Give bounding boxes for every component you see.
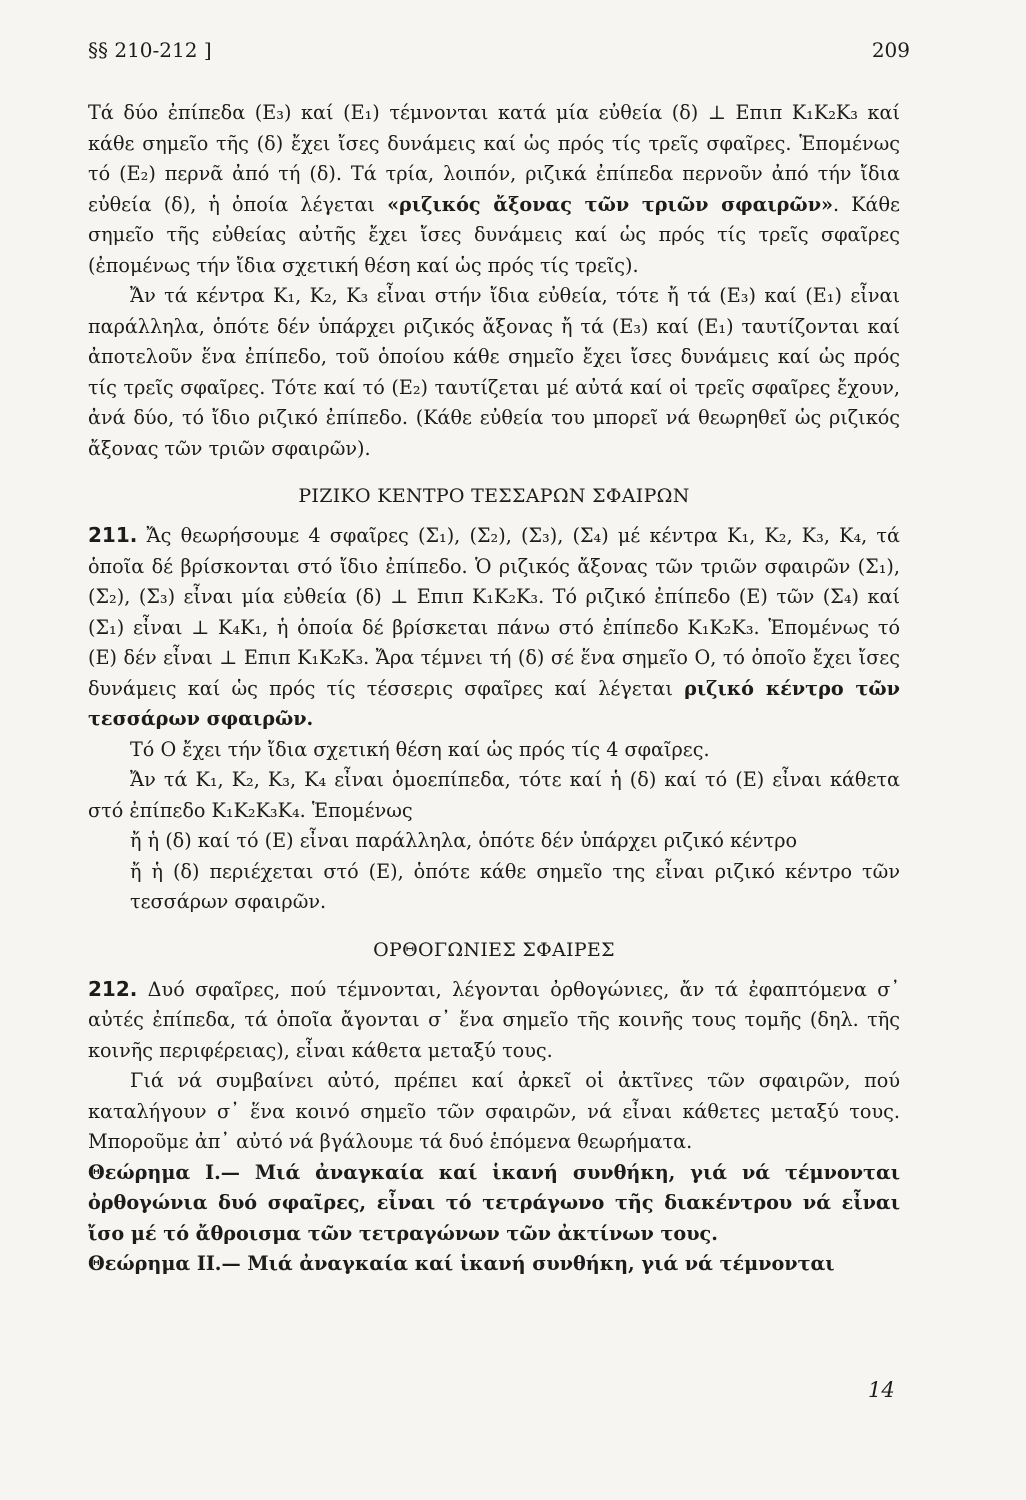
theorem-1-label: Θεώρημα Ι.—	[88, 1160, 240, 1184]
theorem-2	[88, 1249, 900, 1280]
cases-block-2	[88, 857, 900, 918]
page	[88, 38, 910, 1280]
term-radical-axis: «ριζικός ἄξονας τῶν τριῶν σφαιρῶν»	[387, 192, 833, 216]
paragraph-211: 211. Ἄς θεωρήσουμε 4 σφαῖρες (Σ₁), (Σ₂), (Σ₃), (Σ₄) μέ κέντρα Κ₁, Κ₂, Κ₃, Κ₄, τά ὁποῖα δέ βρίσκονται στό ἴδιο ἐπίπεδο. Ὁ ριζικός ἄξονας τῶν τριῶν σφαιρῶν (Σ₁), (Σ₂), (Σ₃) εἶναι μία εὐθεία (δ) ⊥ Επιπ Κ₁Κ₂Κ₃. Τό ριζικό ἐπίπεδο (Ε) τῶν (Σ₄) καί (Σ₁) εἶναι ⊥ Κ₄Κ₁, ἡ ὁποία δέ βρίσκεται πάνω στό ἐπίπεδο Κ₁Κ₂Κ₃. Ἑπομένως τό (Ε) δέν εἶναι ⊥ Επιπ Κ₁Κ₂Κ₃. Ἄρα τέμνει τή (δ) σέ ἕνα σημεῖο Ο, τό ὁποῖο ἔχει ἴσες δυνάμεις καί ὡς πρός τίς τέσσερις σφαῖρες καί λέγεται ριζικό κέντρο τῶν τεσσάρων σφαιρῶν.	[88, 523, 900, 730]
heading-orthogonal-spheres: ΟΡΘΟΓΩΝΙΕΣ ΣΦΑΙΡΕΣ	[373, 938, 615, 961]
theorem-1	[88, 1158, 900, 1250]
page-number: 209	[871, 38, 910, 62]
section-range: §§ 210-212 ]	[88, 38, 212, 62]
heading-radical-center: ΡΙΖΙΚΟ ΚΕΝΤΡΟ ΤΕΣΣΑΡΩΝ ΣΦΑΙΡΩΝ	[298, 485, 690, 507]
signature-mark: 14	[868, 1378, 895, 1402]
term-radical-center: ριζικό κέντρο τῶν τεσσάρων σφαιρῶν.	[88, 676, 900, 730]
case-parallel: ἤ ἡ (δ) καί τό (Ε) εἶναι παράλληλα, ὁπότε δέν ὑπάρχει ριζικό κέντρο	[130, 829, 798, 852]
cases-block	[88, 826, 900, 857]
theorem-1-text: Μιά ἀναγκαία καί ἱκανή συνθήκη, γιά νά τέμνονται ὀρθογώνια δυό σφαῖρες, εἶναι τό τετράγωνο τῆς διακέντρου νά εἶναι ἴσο μέ τό ἄθροισμα τῶν τετραγώνων τῶν ἀκτίνων τους.	[88, 1160, 900, 1245]
paragraph-center-position: Τό Ο ἔχει τήν ἴδια σχετική θέση καί ὡς πρός τίς 4 σφαῖρες.	[130, 737, 710, 761]
paragraph-collinear-centers: Ἄν τά κέντρα Κ₁, Κ₂, Κ₃ εἶναι στήν ἴδια εὐθεία, τότε ἤ τά (Ε₃) καί (Ε₁) εἶναι παράλληλα, ὁπότε δέν ὑπάρχει ριζικός ἄξονας ἤ τά (Ε₃) καί (Ε₁) ταυτίζονται καί ἀποτελοῦν ἕνα ἐπίπεδο, τοῦ ὁποίου κάθε σημεῖο ἔχει ἴσες δυνάμεις καί ὡς πρός τίς τρεῖς σφαῖρες. Τότε καί τό (Ε₂) ταυτίζεται μέ αὐτά καί οἱ τρεῖς σφαῖρες ἔχουν, ἀνά δύο, τό ἴδιο ριζικό ἐπίπεδο. (Κάθε εὐθεία του μπορεῖ νά θεωρηθεῖ ὡς ριζικός ἄξονας τῶν τριῶν σφαιρῶν).	[88, 284, 900, 460]
paragraph-212: 212. Δυό σφαῖρες, πού τέμνονται, λέγονται ὀρθογώνιες, ἄν τά ἐφαπτόμενα σ᾽ αὐτές ἐπίπεδα, τά ὁποῖα ἄγονται σ᾽ ἕνα σημεῖο τῆς κοινῆς τους τομῆς (δηλ. τῆς κοινῆς περιφέρειας), εἶναι κάθετα μεταξύ τους.	[88, 976, 900, 1062]
case-contained: ἤ ἡ (δ) περιέχεται στό (Ε), ὁπότε κάθε σημεῖο της εἶναι ριζικό κέντρο τῶν τεσσάρων σφαιρῶν.	[130, 859, 900, 913]
theorem-2-text: Μιά ἀναγκαία καί ἱκανή συνθήκη, γιά νά τέμνονται	[240, 1252, 835, 1275]
section-number-211: 211.	[88, 523, 138, 547]
paragraph-radical-axis: Τά δύο ἐπίπεδα (Ε₃) καί (Ε₁) τέμνονται κατά μία εὐθεία (δ) ⊥ Επιπ Κ₁Κ₂Κ₃ καί κάθε σημεῖο τῆς (δ) ἔχει ἴσες δυνάμεις καί ὡς πρός τίς τρεῖς σφαῖρες. Ἑπομένως τό (Ε₂) περνᾶ ἀπό τή (δ). Τά τρία, λοιπόν, ριζικά ἐπίπεδα περνοῦν ἀπό τήν ἴδια εὐθεία (δ), ἡ ὁποία λέγεται «ριζικός ἄξονας τῶν τριῶν σφαιρῶν». Κάθε σημεῖο τῆς εὐθείας αὐτῆς ἔχει ἴσες δυνάμεις καί ὡς πρός τίς τρεῖς σφαῖρες (ἐπομένως τήν ἴδια σχετική θέση καί ὡς πρός τίς τρεῖς).	[88, 101, 900, 277]
running-header	[88, 38, 910, 62]
section-number-212: 212.	[88, 976, 138, 1001]
paragraph-coplanar: Ἄν τά Κ₁, Κ₂, Κ₃, Κ₄ εἶναι ὁμοεπίπεδα, τότε καί ἡ (δ) καί τό (Ε) εἶναι κάθετα στό ἐπίπεδο Κ₁Κ₂Κ₃Κ₄. Ἑπομένως	[88, 768, 900, 822]
theorem-2-label: Θεώρημα ΙΙ.—	[88, 1252, 241, 1275]
paragraph-212-condition: Γιά νά συμβαίνει αὐτό, πρέπει καί ἀρκεῖ οἱ ἀκτῖνες τῶν σφαιρῶν, πού καταλήγουν σ᾽ ἕνα κοινό σημεῖο τῶν σφαιρῶν, νά εἶναι κάθετες μεταξύ τους. Μποροῦμε ἀπ᾽ αὐτό νά βγάλουμε τά δυό ἑπόμενα θεωρήματα.	[88, 1069, 900, 1153]
